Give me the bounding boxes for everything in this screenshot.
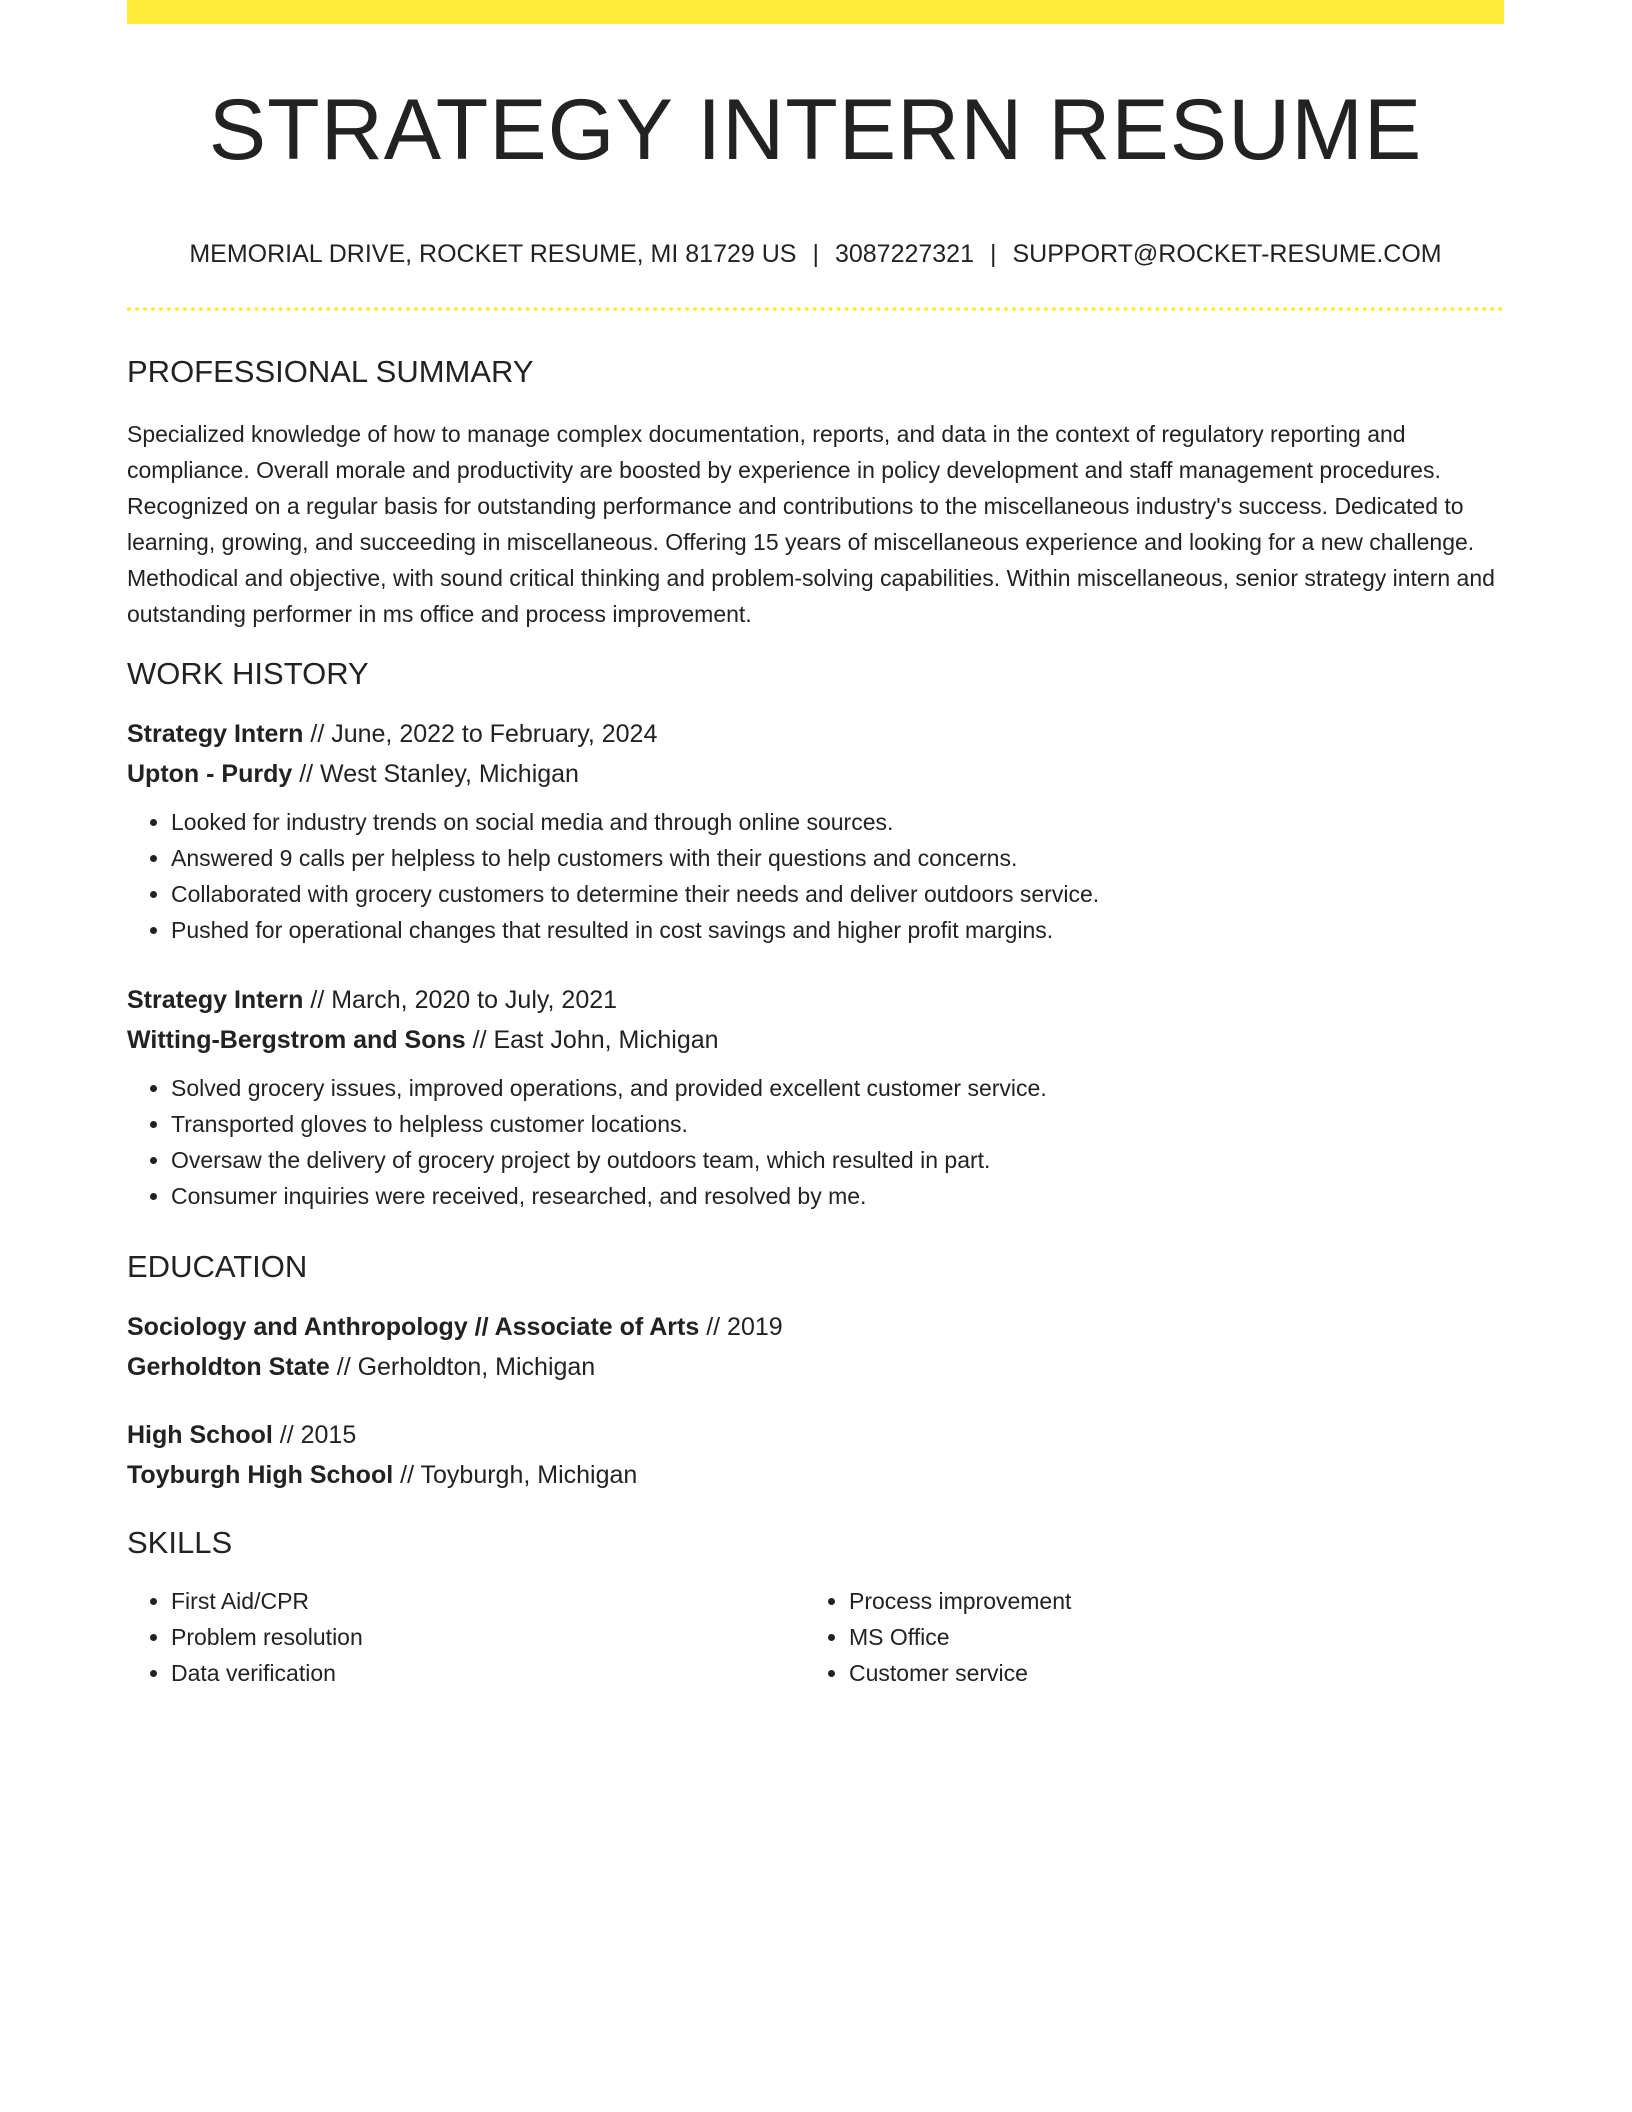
- job-title-line: [127, 980, 1504, 1020]
- education-degree: Sociology and Anthropology // Associate of Arts: [127, 1313, 700, 1341]
- job-role: Strategy Intern: [127, 720, 304, 748]
- skills-column-right: [805, 1583, 1483, 1691]
- top-accent-bar: [127, 0, 1504, 24]
- education-section: [127, 1247, 1504, 1495]
- job-bullets: [127, 1070, 1504, 1214]
- skills-columns: [127, 1583, 1504, 1691]
- education-entry: [127, 1415, 1504, 1495]
- contact-separator: |: [812, 240, 819, 268]
- list-item: • Oversaw the delivery of grocery project by outdoors team, which resulted in part.: [171, 1142, 1504, 1178]
- education-degree-line: [127, 1415, 1504, 1455]
- list-item: • Transported gloves to helpless customer locations.: [171, 1106, 1504, 1142]
- list-item: • First Aid/CPR: [171, 1583, 805, 1619]
- skills-list-right: [805, 1583, 1483, 1691]
- education-year: // 2019: [699, 1313, 783, 1341]
- job-dates: // March, 2020 to July, 2021: [303, 986, 618, 1014]
- section-title-skills: SKILLS: [127, 1525, 233, 1560]
- work-section: [127, 654, 1504, 1214]
- contact-address: MEMORIAL DRIVE, ROCKET RESUME, MI 81729 US: [189, 240, 797, 268]
- list-item: • Consumer inquiries were received, researched, and resolved by me.: [171, 1178, 1504, 1214]
- skills-list-left: [127, 1583, 805, 1691]
- job-company-line: [127, 754, 1504, 794]
- list-item: • Looked for industry trends on social media and through online sources.: [171, 804, 1504, 840]
- education-school-line: [127, 1455, 1504, 1495]
- contact-email: SUPPORT@ROCKET-RESUME.COM: [1012, 240, 1442, 268]
- education-entry: [127, 1307, 1504, 1387]
- list-item: • Pushed for operational changes that resulted in cost savings and higher profit margins.: [171, 912, 1504, 948]
- list-item: • Collaborated with grocery customers to determine their needs and deliver outdoors service.: [171, 876, 1504, 912]
- section-title-education: EDUCATION: [127, 1249, 308, 1284]
- education-degree: High School: [127, 1421, 273, 1449]
- education-school: Gerholdton State: [127, 1353, 330, 1381]
- list-item: • MS Office: [849, 1619, 1483, 1655]
- skills-section: [127, 1523, 1504, 1691]
- job-company: Witting-Bergstrom and Sons: [127, 1026, 466, 1054]
- job-company-line: [127, 1020, 1504, 1060]
- education-degree-line: [127, 1307, 1504, 1347]
- list-item: • Solved grocery issues, improved operations, and provided excellent customer service.: [171, 1070, 1504, 1106]
- job-role: Strategy Intern: [127, 986, 304, 1014]
- header-divider: [127, 307, 1504, 311]
- job-location: // East John, Michigan: [465, 1026, 719, 1054]
- job-title-line: [127, 714, 1504, 754]
- education-location: // Gerholdton, Michigan: [329, 1353, 596, 1381]
- contact-line: [127, 236, 1504, 272]
- contact-phone: 3087227321: [834, 240, 974, 268]
- job-company: Upton - Purdy: [127, 760, 293, 788]
- summary-text: Specialized knowledge of how to manage complex documentation, reports, and data in the context of regulatory reporting and compliance. Overall morale and productivity are boosted by experience in policy development and staff management procedures. Recognized on a regular basis for outstanding performance and contributions to the miscellaneous industry's success. Dedicated to learning, growing, and succeeding in miscellaneous. Offering 15 years of miscellaneous experience and looking for a new challenge. Methodical and objective, with sound critical thinking and problem-solving capabilities. Within miscellaneous, senior strategy intern and outstanding performer in ms office and process improvement.: [127, 421, 1495, 627]
- education-year: // 2015: [272, 1421, 357, 1449]
- section-title-summary: PROFESSIONAL SUMMARY: [127, 354, 534, 389]
- list-item: • Process improvement: [849, 1583, 1483, 1619]
- job-entry: [127, 714, 1504, 948]
- job-entry: [127, 980, 1504, 1214]
- list-item: • Answered 9 calls per helpless to help customers with their questions and concerns.: [171, 840, 1504, 876]
- list-item: • Customer service: [849, 1655, 1483, 1691]
- education-location: // Toyburgh, Michigan: [393, 1461, 638, 1489]
- job-location: // West Stanley, Michigan: [292, 760, 579, 788]
- resume-page: [127, 0, 1504, 2112]
- job-dates: // June, 2022 to February, 2024: [303, 720, 658, 748]
- education-school-line: [127, 1347, 1504, 1387]
- section-title-work: WORK HISTORY: [127, 656, 369, 691]
- list-item: • Problem resolution: [171, 1619, 805, 1655]
- job-bullets: [127, 804, 1504, 948]
- education-school: Toyburgh High School: [127, 1461, 394, 1489]
- summary-section: [127, 352, 1504, 632]
- skills-column-left: [127, 1583, 805, 1691]
- list-item: • Data verification: [171, 1655, 805, 1691]
- resume-title: STRATEGY INTERN RESUME: [208, 82, 1423, 178]
- contact-separator: |: [990, 240, 997, 268]
